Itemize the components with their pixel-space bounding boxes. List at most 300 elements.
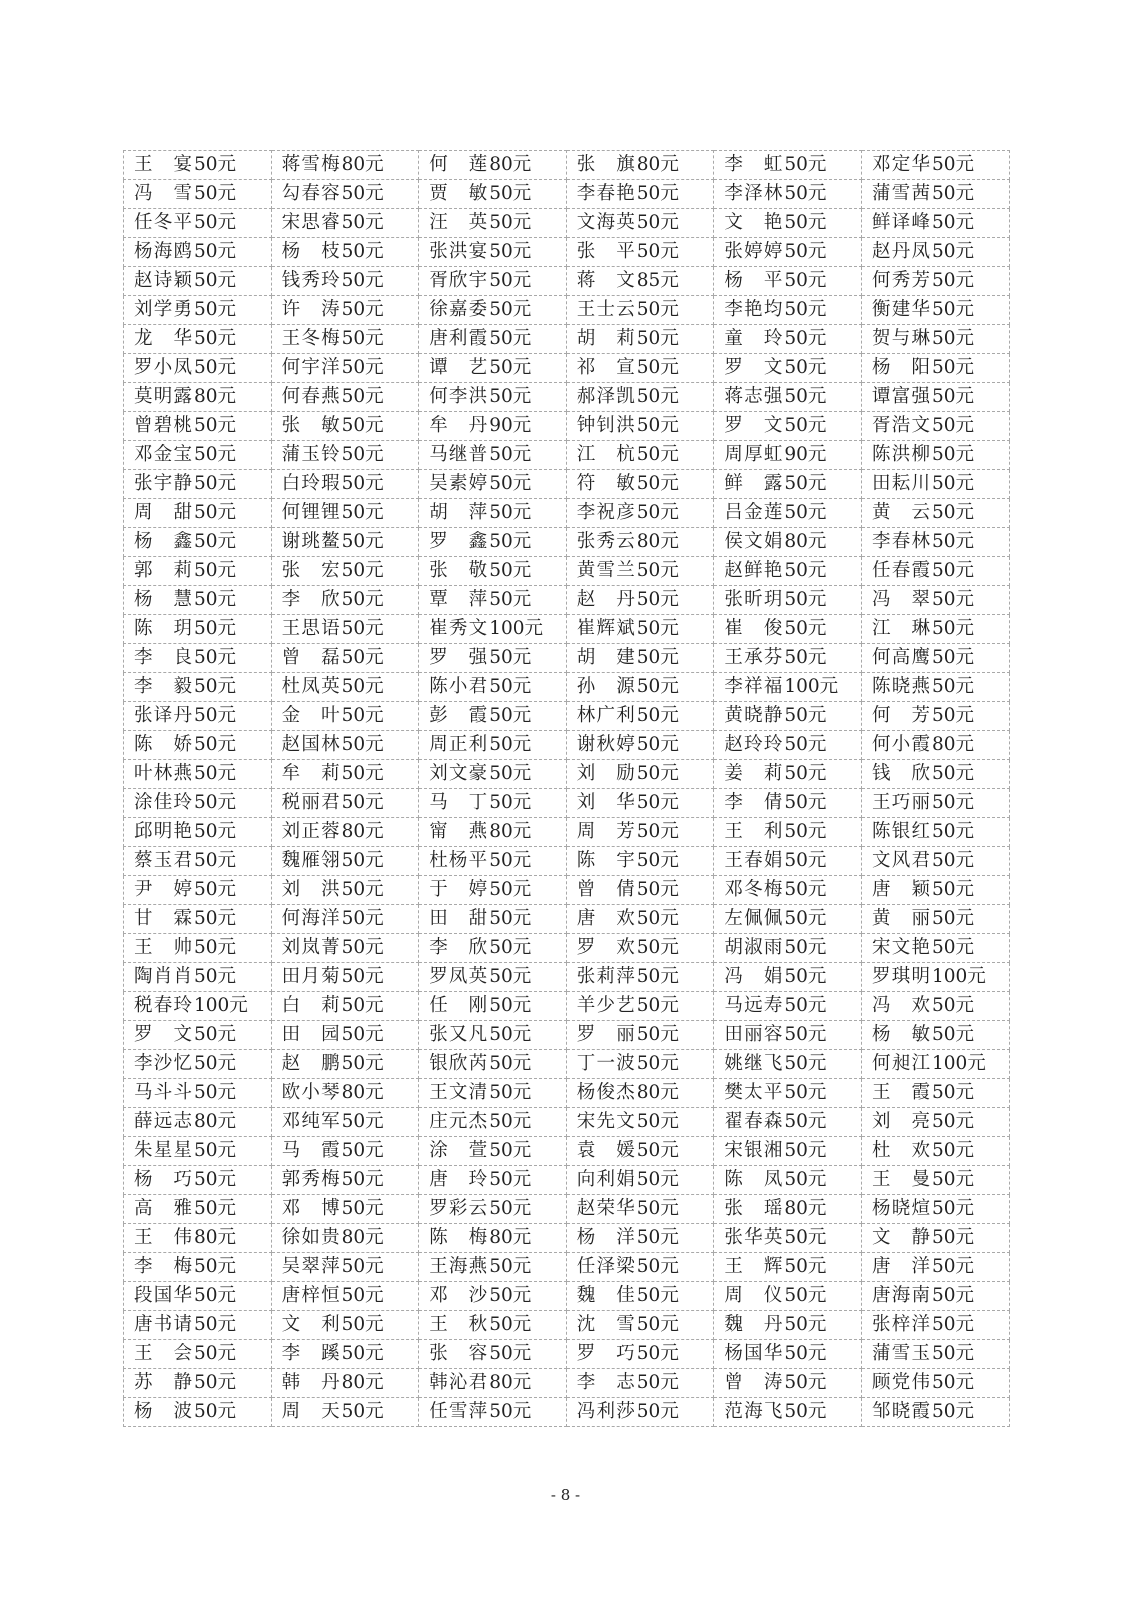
table-row xyxy=(124,818,1010,847)
donor-name: 赵国林 xyxy=(281,734,340,755)
donor-cell xyxy=(271,1137,419,1166)
donation-amount: 50元 xyxy=(341,995,384,1016)
donation-amount: 50元 xyxy=(636,241,679,262)
donation-amount: 80元 xyxy=(489,1372,532,1393)
donor-name: 马 丁 xyxy=(429,792,488,813)
donor-cell xyxy=(714,876,862,905)
donor-name: 唐 颖 xyxy=(871,879,930,900)
donor-name: 黄 丽 xyxy=(871,908,930,929)
donor-name: 曾 倩 xyxy=(576,879,635,900)
donation-amount: 50元 xyxy=(489,1343,532,1364)
donation-amount: 50元 xyxy=(341,763,384,784)
donor-cell xyxy=(124,673,272,702)
donation-amount: 50元 xyxy=(784,850,827,871)
donation-amount: 100元 xyxy=(931,966,986,987)
donation-amount: 50元 xyxy=(931,850,975,871)
donor-name: 罗 巧 xyxy=(576,1343,635,1364)
donor-cell xyxy=(124,1021,272,1050)
donor-name: 白玲瑕 xyxy=(281,473,340,494)
donor-cell xyxy=(566,325,714,354)
donor-cell xyxy=(861,325,1009,354)
donor-cell xyxy=(271,470,419,499)
donor-name: 王承芬 xyxy=(724,647,783,668)
donor-cell xyxy=(419,441,567,470)
donor-cell xyxy=(714,963,862,992)
donor-name: 刘 洪 xyxy=(281,879,340,900)
donor-cell xyxy=(124,209,272,238)
table-row xyxy=(124,238,1010,267)
donor-cell xyxy=(271,267,419,296)
donor-cell xyxy=(271,209,419,238)
donation-amount: 50元 xyxy=(636,995,679,1016)
donor-name: 邓定华 xyxy=(871,154,930,175)
donor-cell xyxy=(271,354,419,383)
donor-name: 胡淑雨 xyxy=(724,937,783,958)
donor-cell xyxy=(566,789,714,818)
table-row xyxy=(124,760,1010,789)
donation-amount: 50元 xyxy=(931,154,975,175)
donor-name: 覃 萍 xyxy=(429,589,488,610)
donor-cell xyxy=(271,1398,419,1427)
donation-amount: 80元 xyxy=(194,386,237,407)
donor-name: 李 蹊 xyxy=(281,1343,340,1364)
donor-name: 姚继飞 xyxy=(724,1053,783,1074)
donor-name: 叶林燕 xyxy=(134,763,192,784)
donation-amount: 50元 xyxy=(489,763,532,784)
donor-name: 银欣芮 xyxy=(429,1053,488,1074)
donor-name: 罗 文 xyxy=(134,1024,192,1045)
donation-amount: 50元 xyxy=(931,879,975,900)
donation-amount: 50元 xyxy=(194,763,237,784)
donor-cell xyxy=(124,644,272,673)
donor-name: 钱秀玲 xyxy=(281,270,340,291)
donation-amount: 50元 xyxy=(784,1314,827,1335)
donation-amount: 50元 xyxy=(784,1343,827,1364)
donor-name: 何 芳 xyxy=(871,705,930,726)
donor-cell xyxy=(419,1195,567,1224)
donor-cell xyxy=(419,1398,567,1427)
donation-amount: 50元 xyxy=(194,328,237,349)
donor-cell xyxy=(861,963,1009,992)
donor-name: 邓纯军 xyxy=(281,1111,340,1132)
donation-amount: 50元 xyxy=(636,1198,679,1219)
donor-name: 杜凤英 xyxy=(281,676,340,697)
donor-name: 刘 励 xyxy=(576,763,635,784)
donor-name: 张 旗 xyxy=(576,154,635,175)
donor-cell xyxy=(124,1311,272,1340)
donation-amount: 50元 xyxy=(341,1343,384,1364)
donor-name: 王冬梅 xyxy=(281,328,340,349)
donor-cell xyxy=(419,1224,567,1253)
donation-amount: 50元 xyxy=(489,792,532,813)
donation-amount: 50元 xyxy=(341,560,384,581)
table-row xyxy=(124,673,1010,702)
donor-name: 周正利 xyxy=(429,734,488,755)
donation-amount: 50元 xyxy=(489,212,532,233)
donor-name: 牟 莉 xyxy=(281,763,340,784)
donor-name: 蒋志强 xyxy=(724,386,783,407)
donor-name: 刘 亮 xyxy=(871,1111,930,1132)
donor-cell xyxy=(566,412,714,441)
table-row xyxy=(124,1253,1010,1282)
donor-cell xyxy=(419,644,567,673)
donor-name: 马 霞 xyxy=(281,1140,340,1161)
donor-cell xyxy=(714,383,862,412)
donor-name: 刘学勇 xyxy=(134,299,192,320)
donor-name: 税春玲 xyxy=(134,995,192,1016)
donor-name: 任春霞 xyxy=(871,560,930,581)
donation-amount: 50元 xyxy=(931,821,975,842)
donation-amount: 50元 xyxy=(784,1111,827,1132)
donor-cell xyxy=(124,586,272,615)
donation-amount: 80元 xyxy=(341,1372,384,1393)
donor-cell xyxy=(861,557,1009,586)
donor-name: 罗 文 xyxy=(724,357,783,378)
donor-name: 王文清 xyxy=(429,1082,488,1103)
donation-amount: 50元 xyxy=(341,270,384,291)
donor-cell xyxy=(566,1050,714,1079)
donation-amount: 50元 xyxy=(931,531,975,552)
donation-amount: 50元 xyxy=(489,705,532,726)
donation-amount: 50元 xyxy=(784,1053,827,1074)
donor-name: 张洪宴 xyxy=(429,241,488,262)
donor-cell xyxy=(271,238,419,267)
donor-name: 曾碧桃 xyxy=(134,415,192,436)
donor-name: 勾春容 xyxy=(281,183,340,204)
donor-name: 赵玲玲 xyxy=(724,734,783,755)
donation-amount: 50元 xyxy=(636,908,679,929)
donor-name: 任 刚 xyxy=(429,995,488,1016)
donor-name: 袁 媛 xyxy=(576,1140,635,1161)
donation-amount: 50元 xyxy=(784,821,827,842)
donation-amount: 80元 xyxy=(341,821,384,842)
donation-amount: 50元 xyxy=(636,1372,679,1393)
donation-amount: 50元 xyxy=(489,1024,532,1045)
donor-cell xyxy=(566,267,714,296)
donor-name: 汪 英 xyxy=(429,212,488,233)
donation-amount: 50元 xyxy=(194,473,237,494)
donor-cell xyxy=(566,470,714,499)
donor-name: 蔡玉君 xyxy=(134,850,192,871)
donor-name: 赵丹凤 xyxy=(871,241,930,262)
donor-name: 唐 洋 xyxy=(871,1256,930,1277)
donor-cell xyxy=(271,992,419,1021)
donor-cell xyxy=(124,702,272,731)
donor-cell xyxy=(124,1079,272,1108)
donor-cell xyxy=(419,992,567,1021)
donor-name: 罗 文 xyxy=(724,415,783,436)
donation-amount: 50元 xyxy=(194,415,237,436)
donor-name: 贺与琳 xyxy=(871,328,930,349)
donor-name: 杨 巧 xyxy=(134,1169,192,1190)
donor-cell xyxy=(714,934,862,963)
donation-amount: 50元 xyxy=(194,1140,237,1161)
donor-name: 李 志 xyxy=(576,1372,635,1393)
donor-cell xyxy=(419,586,567,615)
donor-name: 甘 霖 xyxy=(134,908,192,929)
donor-name: 赵 丹 xyxy=(576,589,635,610)
donor-cell xyxy=(419,528,567,557)
donor-name: 冯 娟 xyxy=(724,966,783,987)
donor-cell xyxy=(566,180,714,209)
table-row xyxy=(124,1224,1010,1253)
donor-cell xyxy=(124,325,272,354)
donor-name: 吴素婷 xyxy=(429,473,488,494)
donor-name: 王思语 xyxy=(281,618,340,639)
donor-name: 吕金莲 xyxy=(724,502,783,523)
table-row xyxy=(124,615,1010,644)
table-row xyxy=(124,209,1010,238)
donor-cell xyxy=(714,557,862,586)
table-row xyxy=(124,354,1010,383)
donation-amount: 50元 xyxy=(636,357,679,378)
donor-name: 张 平 xyxy=(576,241,635,262)
donor-cell xyxy=(124,180,272,209)
donor-cell xyxy=(714,1224,862,1253)
donation-amount: 50元 xyxy=(489,589,532,610)
donor-name: 蒲雪玉 xyxy=(871,1343,930,1364)
donor-cell xyxy=(566,557,714,586)
donor-cell xyxy=(861,789,1009,818)
donor-cell xyxy=(566,354,714,383)
donation-amount: 50元 xyxy=(489,299,532,320)
donor-cell xyxy=(419,557,567,586)
donor-cell xyxy=(566,296,714,325)
donor-cell xyxy=(861,876,1009,905)
donation-amount: 50元 xyxy=(931,589,975,610)
donation-amount: 50元 xyxy=(489,357,532,378)
donor-cell xyxy=(566,992,714,1021)
donation-amount: 50元 xyxy=(636,560,679,581)
donor-name: 李 毅 xyxy=(134,676,192,697)
donation-amount: 50元 xyxy=(194,212,237,233)
donation-amount: 50元 xyxy=(931,618,975,639)
donation-amount: 50元 xyxy=(931,328,975,349)
donor-cell xyxy=(124,1050,272,1079)
donor-name: 崔 俊 xyxy=(724,618,783,639)
donor-cell xyxy=(861,731,1009,760)
donor-name: 张 敏 xyxy=(281,415,340,436)
donor-name: 何昶江 xyxy=(871,1053,930,1074)
donation-amount: 50元 xyxy=(636,473,679,494)
donor-name: 张宇静 xyxy=(134,473,192,494)
donor-cell xyxy=(566,238,714,267)
donation-amount: 50元 xyxy=(931,1198,975,1219)
donor-name: 甯 燕 xyxy=(429,821,488,842)
donor-cell xyxy=(124,1369,272,1398)
donor-cell xyxy=(566,1224,714,1253)
donor-name: 张 容 xyxy=(429,1343,488,1364)
donation-amount: 100元 xyxy=(784,676,839,697)
donor-name: 田丽容 xyxy=(724,1024,783,1045)
donor-name: 蒲玉铃 xyxy=(281,444,340,465)
donation-amount: 50元 xyxy=(341,734,384,755)
donation-amount: 50元 xyxy=(931,415,975,436)
donation-amount: 50元 xyxy=(194,1372,237,1393)
donor-cell xyxy=(419,1340,567,1369)
donor-name: 文 利 xyxy=(281,1314,340,1335)
table-row xyxy=(124,992,1010,1021)
donor-cell xyxy=(861,209,1009,238)
donor-cell xyxy=(566,1398,714,1427)
donor-cell xyxy=(271,557,419,586)
donor-cell xyxy=(861,1108,1009,1137)
donation-amount: 50元 xyxy=(931,299,975,320)
donor-name: 黄 云 xyxy=(871,502,930,523)
donation-amount: 50元 xyxy=(341,299,384,320)
donor-cell xyxy=(861,1079,1009,1108)
donor-name: 赵诗颖 xyxy=(134,270,192,291)
donor-cell xyxy=(124,354,272,383)
donor-name: 许 涛 xyxy=(281,299,340,320)
donor-name: 邓 博 xyxy=(281,1198,340,1219)
donation-amount: 50元 xyxy=(784,1285,827,1306)
donation-amount: 50元 xyxy=(636,1227,679,1248)
donation-amount: 50元 xyxy=(341,676,384,697)
donor-name: 杨 枝 xyxy=(281,241,340,262)
donor-cell xyxy=(124,1398,272,1427)
donation-amount: 50元 xyxy=(931,995,975,1016)
table-row xyxy=(124,557,1010,586)
donation-amount: 50元 xyxy=(931,1227,975,1248)
donation-amount: 50元 xyxy=(341,1169,384,1190)
donation-amount: 50元 xyxy=(636,502,679,523)
donor-cell xyxy=(566,1253,714,1282)
donor-name: 刘文豪 xyxy=(429,763,488,784)
donor-cell xyxy=(271,412,419,441)
donor-cell xyxy=(566,731,714,760)
donation-amount: 50元 xyxy=(636,1343,679,1364)
donor-cell xyxy=(714,789,862,818)
donor-name: 王 利 xyxy=(724,821,783,842)
donor-cell xyxy=(124,615,272,644)
donor-name: 庄元杰 xyxy=(429,1111,488,1132)
donation-amount: 50元 xyxy=(636,299,679,320)
donor-name: 顾党伟 xyxy=(871,1372,930,1393)
donation-amount: 80元 xyxy=(784,1198,827,1219)
donation-amount: 50元 xyxy=(489,647,532,668)
donor-name: 任雪萍 xyxy=(429,1401,488,1422)
donation-amount: 50元 xyxy=(636,676,679,697)
donor-name: 林广利 xyxy=(576,705,635,726)
donation-amount: 50元 xyxy=(489,1082,532,1103)
donor-cell xyxy=(271,1079,419,1108)
donor-name: 郭秀梅 xyxy=(281,1169,340,1190)
donor-name: 邓 沙 xyxy=(429,1285,488,1306)
donor-cell xyxy=(124,876,272,905)
donor-name: 冯 雪 xyxy=(134,183,192,204)
donor-cell xyxy=(566,586,714,615)
donor-name: 罗小凤 xyxy=(134,357,192,378)
donor-cell xyxy=(124,847,272,876)
donor-cell xyxy=(861,1050,1009,1079)
donation-amount: 50元 xyxy=(784,937,827,958)
donation-amount: 50元 xyxy=(194,879,237,900)
donor-cell xyxy=(124,789,272,818)
donor-cell xyxy=(566,528,714,557)
donor-cell xyxy=(271,731,419,760)
donor-name: 蒋雪梅 xyxy=(281,154,340,175)
donor-cell xyxy=(419,1311,567,1340)
donor-name: 符 敏 xyxy=(576,473,635,494)
donor-name: 张华英 xyxy=(724,1227,783,1248)
donation-amount: 50元 xyxy=(489,995,532,1016)
donor-name: 鲜译峰 xyxy=(871,212,930,233)
donation-amount: 80元 xyxy=(636,154,679,175)
donor-name: 尹 婷 xyxy=(134,879,192,900)
donor-name: 胡 萍 xyxy=(429,502,488,523)
donor-name: 杨海鸥 xyxy=(134,241,192,262)
donation-amount: 50元 xyxy=(636,415,679,436)
donation-amount: 50元 xyxy=(636,1111,679,1132)
donation-amount: 50元 xyxy=(489,734,532,755)
donation-amount: 50元 xyxy=(489,966,532,987)
donation-amount: 50元 xyxy=(784,473,827,494)
donor-cell xyxy=(714,731,862,760)
donation-amount: 50元 xyxy=(194,270,237,291)
donor-name: 郭 莉 xyxy=(134,560,192,581)
donor-name: 涂 萱 xyxy=(429,1140,488,1161)
donor-cell xyxy=(271,1340,419,1369)
donor-cell xyxy=(714,702,862,731)
donation-amount: 50元 xyxy=(636,1169,679,1190)
donation-amount: 50元 xyxy=(489,1285,532,1306)
donor-cell xyxy=(271,1021,419,1050)
donation-amount: 50元 xyxy=(194,647,237,668)
donor-name: 杨 波 xyxy=(134,1401,192,1422)
donor-name: 何高鹰 xyxy=(871,647,930,668)
donor-name: 罗凤英 xyxy=(429,966,488,987)
donor-cell xyxy=(714,238,862,267)
donor-name: 邓金宝 xyxy=(134,444,192,465)
donation-amount: 50元 xyxy=(194,1314,237,1335)
donation-amount: 50元 xyxy=(194,676,237,697)
donation-amount: 80元 xyxy=(636,1082,679,1103)
donor-name: 沈 雪 xyxy=(576,1314,635,1335)
donor-name: 宋思睿 xyxy=(281,212,340,233)
donation-amount: 50元 xyxy=(194,560,237,581)
donation-amount: 50元 xyxy=(636,763,679,784)
donor-name: 崔辉斌 xyxy=(576,618,635,639)
donation-amount: 50元 xyxy=(784,1169,827,1190)
donation-amount: 50元 xyxy=(636,647,679,668)
donor-name: 唐 玲 xyxy=(429,1169,488,1190)
page-number: - 8 - xyxy=(550,1486,581,1504)
donation-amount: 50元 xyxy=(931,1285,975,1306)
donation-amount: 50元 xyxy=(489,908,532,929)
table-row xyxy=(124,412,1010,441)
donor-cell xyxy=(861,615,1009,644)
donation-amount: 50元 xyxy=(489,241,532,262)
donor-cell xyxy=(419,209,567,238)
donor-cell xyxy=(566,1311,714,1340)
donation-amount: 50元 xyxy=(784,1024,827,1045)
donor-cell xyxy=(419,615,567,644)
donation-amount: 50元 xyxy=(341,531,384,552)
donor-name: 李春林 xyxy=(871,531,930,552)
donation-amount: 50元 xyxy=(489,183,532,204)
donor-cell xyxy=(566,383,714,412)
donation-amount: 50元 xyxy=(784,966,827,987)
table-row xyxy=(124,1021,1010,1050)
donation-amount: 50元 xyxy=(194,1256,237,1277)
donation-amount: 50元 xyxy=(341,705,384,726)
donor-cell xyxy=(419,296,567,325)
donation-amount: 50元 xyxy=(784,647,827,668)
donation-amount: 50元 xyxy=(341,618,384,639)
donation-amount: 50元 xyxy=(489,1111,532,1132)
donor-cell xyxy=(714,1108,862,1137)
